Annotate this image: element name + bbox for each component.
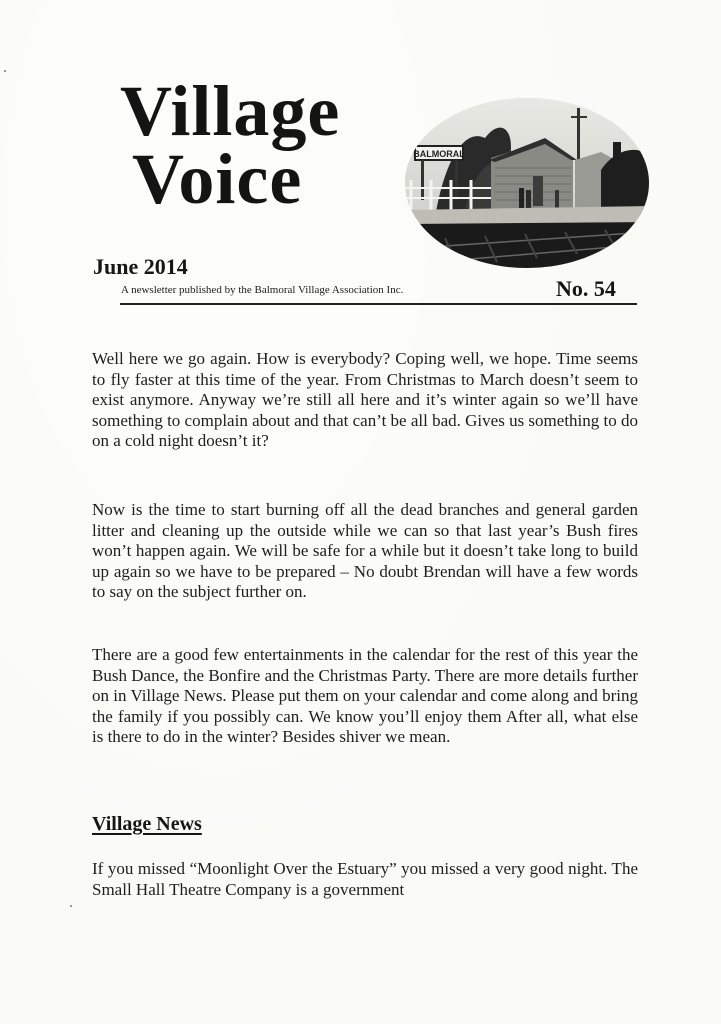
- title-line-voice: Voice: [132, 139, 303, 219]
- intro-paragraph: Well here we go again. How is everybody? Coping well, we hope. Time seems to fly faster at this time of the year. From Christmas to March doesn’t seem to exist anymore. Anyway we’re still all here and it’s winter again so we’ll have something to complain about and that can’t be all bad. Gives us something to do on a cold night doesn’t it?: [92, 349, 638, 450]
- railway-station-illustration: [405, 98, 649, 268]
- masthead-divider: [120, 303, 637, 305]
- issue-date: June 2014: [93, 254, 188, 279]
- station-sign-text: BALMORAL: [413, 149, 465, 159]
- events-paragraph: There are a good few entertainments in the calendar for the rest of this year the Bush Dance, the Bonfire and the Christmas Party. There are more details further on in Village News. Please put them on your calendar and come along and bring the family if you possibly can. We know you’ll enjoy them After all, what else is there to do in the winter? Besides shiver we mean.: [92, 645, 638, 746]
- issue-number: No. 54: [556, 276, 616, 301]
- railway-station-photo: [405, 98, 649, 268]
- scan-speck: [70, 905, 72, 907]
- scan-speck: [4, 70, 6, 72]
- village-news-heading: Village News: [92, 813, 202, 835]
- title-line-village: Village: [120, 71, 341, 151]
- bushfire-paragraph: Now is the time to start burning off all the dead branches and general garden litter and cleaning up the outside while we can so that last year’s Bush fires won’t happen again. We will be safe for a while but it doesn’t take long to build up again so we have to be prepared – No doubt Brendan will have a few words to say on the subject further on.: [92, 500, 638, 601]
- newsletter-title: [120, 71, 341, 219]
- village-news-paragraph: If you missed “Moonlight Over the Estuary” you missed a very good night. The Small Hall Theatre Company is a government: [92, 859, 638, 899]
- newsletter-tagline: A newsletter published by the Balmoral Village Association Inc.: [121, 284, 404, 296]
